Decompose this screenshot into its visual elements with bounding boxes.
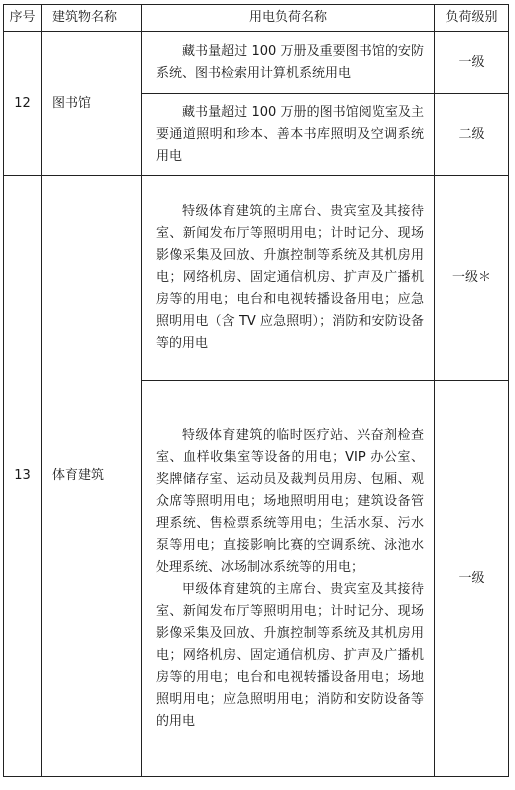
load-description (142, 381, 435, 777)
load-level: 二级 (435, 94, 509, 176)
load-paragraph: 藏书量超过 100 万册的图书馆阅览室及主要通道照明和珍本、善本书库照明及空调系统用电 (156, 104, 424, 164)
load-description (142, 32, 435, 94)
load-paragraph: 甲级体育建筑的主席台、贵宾室及其接待室、新闻发布厅等照明用电；计时记分、现场影像采集及回放、升旗控制等系统及其机房用电；网络机房、固定通信机房、扩声及广播机房等的用电；电台和电视转播设备用电；场地照明用电；应急照明用电；消防和安防设备等的用电 (156, 581, 424, 729)
header-load: 用电负荷名称 (142, 5, 435, 32)
row-no: 12 (4, 32, 42, 176)
row-no: 13 (4, 176, 42, 777)
load-level: 一级 (435, 32, 509, 94)
header-level: 负荷级别 (435, 5, 509, 32)
header-no: 序号 (4, 5, 42, 32)
building-name: 体育建筑 (42, 176, 142, 777)
load-paragraph: 特级体育建筑的临时医疗站、兴奋剂检查室、血样收集室等设备的用电；VIP 办公室、奖牌储存室、运动员及裁判员用房、包厢、观众席等照明用电；场地照明用电；建筑设备管理系统、售检票系统等用电；生活水泵、污水泵等用电；直接影响比赛的空调系统、泳池水处理系统、冰场制冰系统等的用电； (156, 427, 424, 575)
load-classification-table (3, 4, 509, 777)
load-description (142, 176, 435, 381)
load-paragraph: 藏书量超过 100 万册及重要图书馆的安防系统、图书检索用计算机系统用电 (156, 43, 424, 81)
table-row (4, 176, 509, 381)
table-row (4, 32, 509, 94)
load-description (142, 94, 435, 176)
load-paragraph: 特级体育建筑的主席台、贵宾室及其接待室、新闻发布厅等照明用电；计时记分、现场影像采集及回放、升旗控制等系统及其机房用电；网络机房、固定通信机房、扩声及广播机房等的用电；电台和电视转播设备用电；应急照明用电（含 TV 应急照明）；消防和安防设备等的用电 (156, 204, 424, 351)
header-building: 建筑物名称 (42, 5, 142, 32)
building-name: 图书馆 (42, 32, 142, 176)
load-level: 一级 (435, 381, 509, 777)
header-row (4, 5, 509, 32)
load-level: 一级＊ (435, 176, 509, 381)
